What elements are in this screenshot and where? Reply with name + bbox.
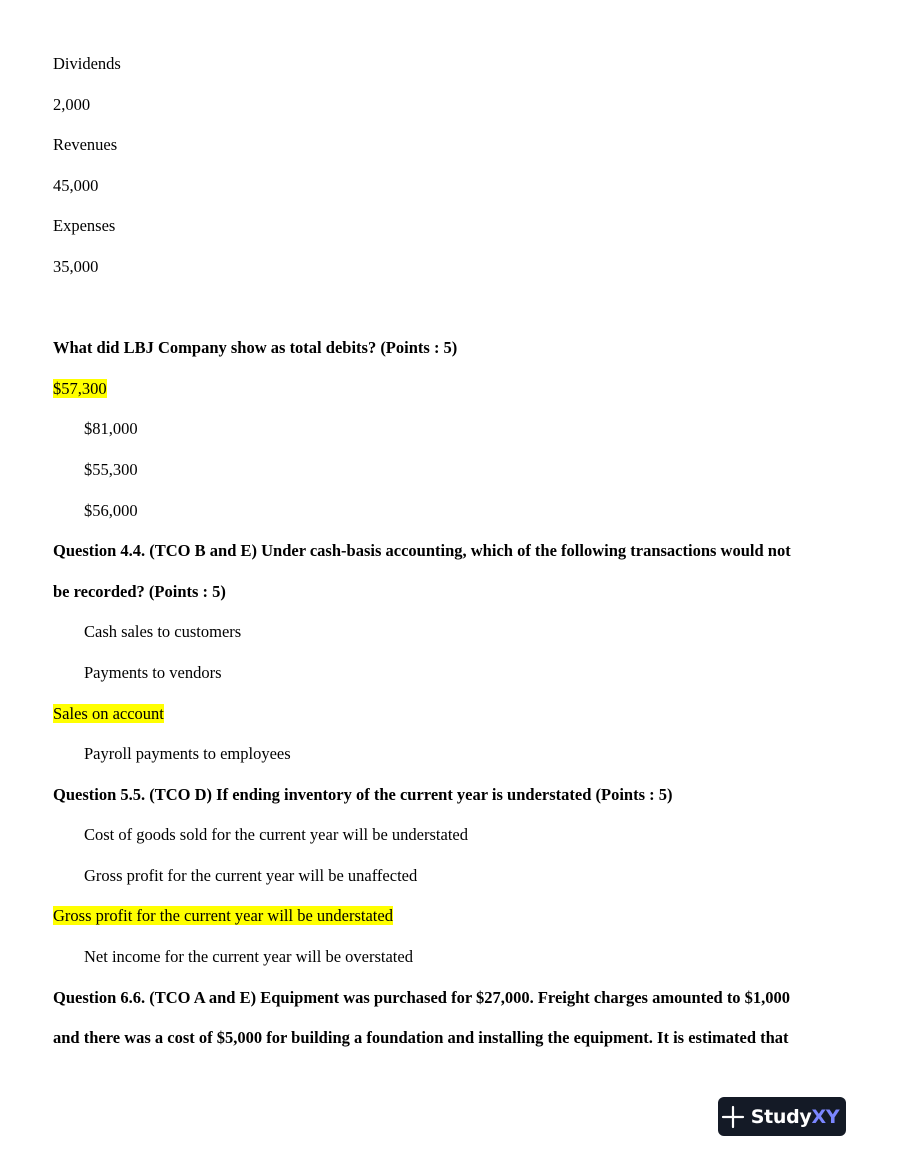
- data-label-revenues: Revenues: [53, 135, 118, 155]
- highlighted-answer: Sales on account: [53, 703, 164, 723]
- plus-sparkle-icon: [721, 1105, 745, 1129]
- data-label-dividends: Dividends: [53, 54, 121, 73]
- answer-option: Gross profit for the current year will be unaffected: [84, 865, 418, 885]
- answer-option: $81,000: [84, 419, 138, 439]
- data-label-expenses: Expenses: [53, 216, 116, 236]
- question-6-line-1: Question 6.6. (TCO A and E) Equipment was purchased for $27,000. Freight charges amounted to $1,000: [53, 987, 791, 1007]
- data-value-expenses: 35,000: [53, 256, 99, 276]
- answer-option: Payroll payments to employees: [84, 744, 291, 764]
- question-5: Question 5.5. (TCO D) If ending inventory of the current year is understated (Points : 5): [53, 784, 673, 804]
- question-4-line-1: Question 4.4. (TCO B and E) Under cash-basis accounting, which of the following transactions would not: [53, 541, 791, 561]
- brand-wordmark: [751, 1106, 840, 1128]
- document-page: [53, 44, 853, 1059]
- studyxy-logo[interactable]: [718, 1097, 846, 1136]
- data-value-revenues: 45,000: [53, 175, 99, 195]
- answer-option-correct: [53, 369, 853, 410]
- answer-option-correct: [53, 896, 853, 937]
- answer-option: Net income for the current year will be overstated: [84, 947, 413, 967]
- data-value-dividends: 2,000: [53, 94, 91, 114]
- highlighted-answer: Gross profit for the current year will be understated: [53, 906, 393, 926]
- question-6-line-2: and there was a cost of $5,000 for building a foundation and installing the equipment. It is estimated that: [53, 1028, 789, 1048]
- highlighted-answer: $57,300: [53, 378, 107, 398]
- answer-option-correct: [53, 694, 853, 735]
- section-spacer: [53, 288, 853, 329]
- answer-option: $55,300: [84, 459, 138, 479]
- answer-option: Payments to vendors: [84, 662, 222, 682]
- question-total-debits: What did LBJ Company show as total debits? (Points : 5): [53, 338, 458, 358]
- answer-option: Cost of goods sold for the current year will be understated: [84, 825, 468, 845]
- question-4-line-2: be recorded? (Points : 5): [53, 581, 226, 601]
- brand-name-part2: XY: [811, 1105, 840, 1128]
- answer-option: Cash sales to customers: [84, 622, 242, 642]
- brand-name-part1: Study: [750, 1105, 812, 1128]
- answer-option: $56,000: [84, 500, 138, 520]
